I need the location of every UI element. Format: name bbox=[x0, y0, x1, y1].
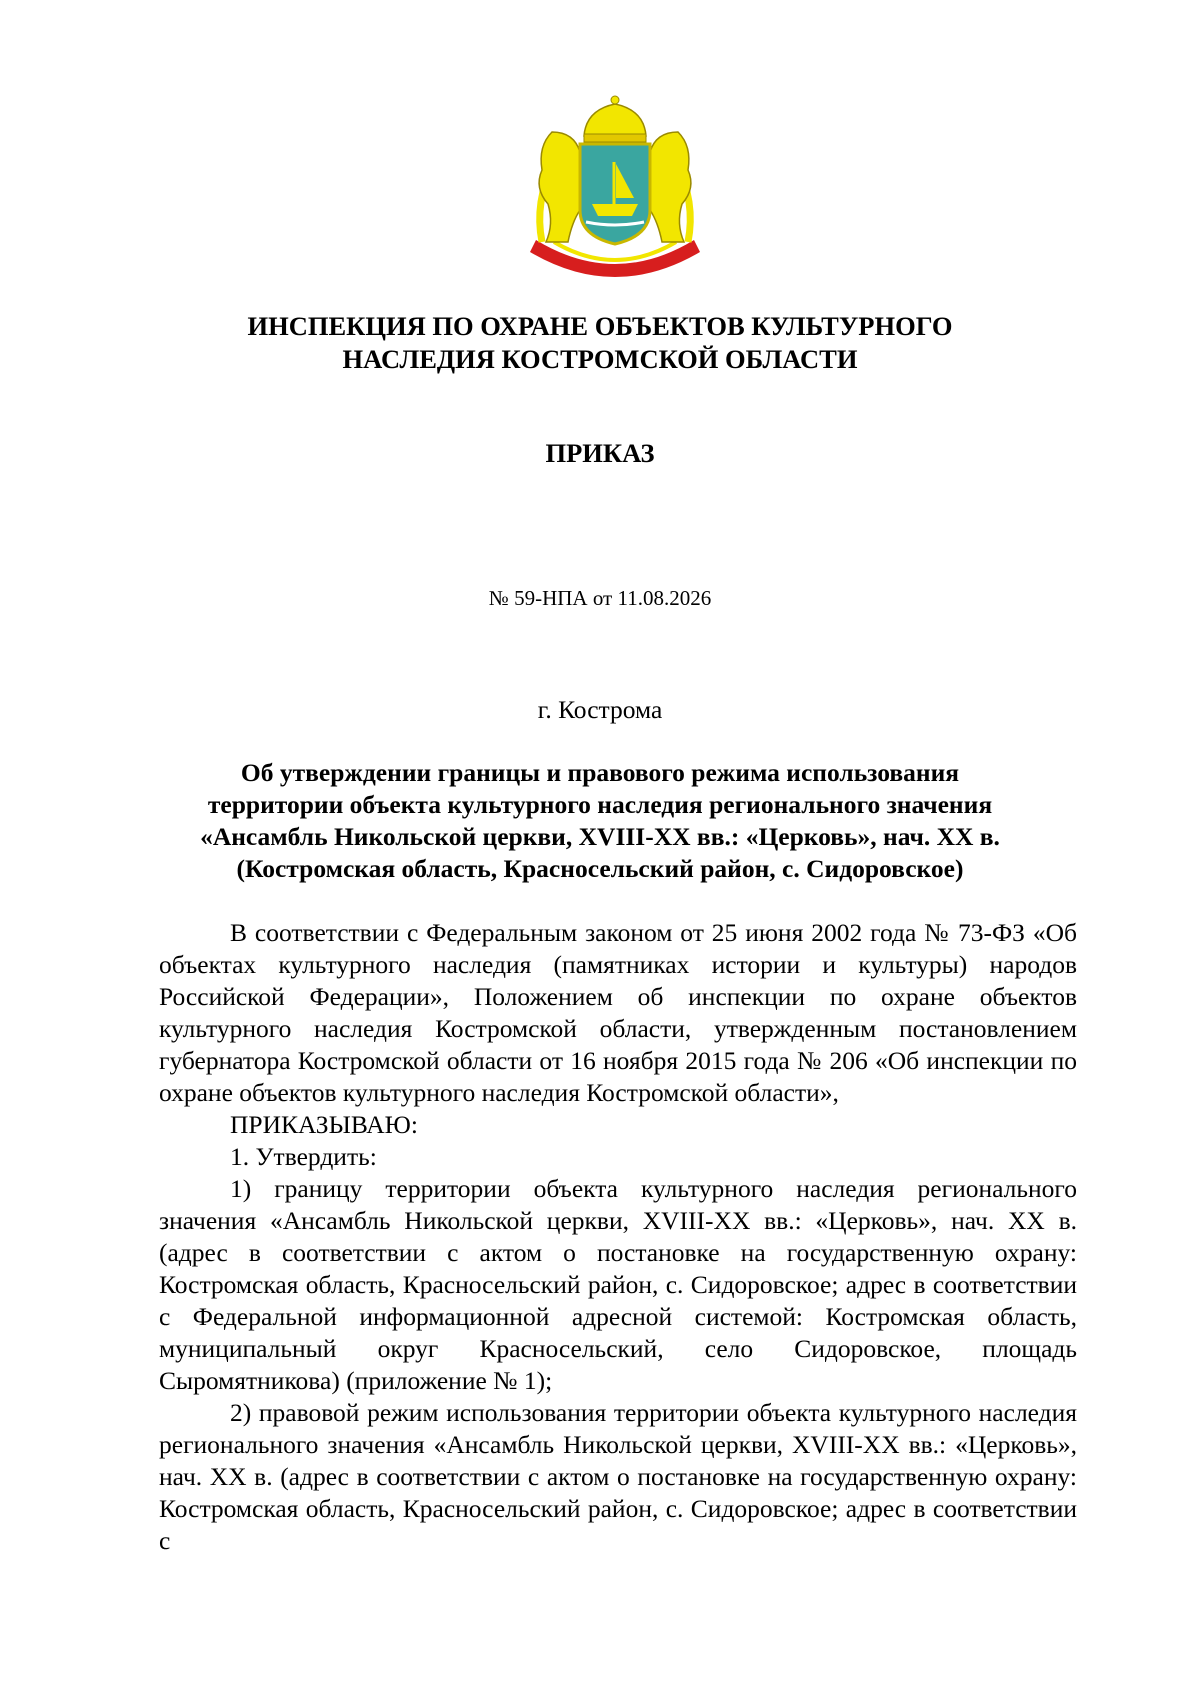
item-1: 1. Утвердить: bbox=[230, 1142, 377, 1171]
title-line-4: (Костромская область, Красносельский район, с. Сидоровское) bbox=[236, 854, 964, 883]
title-line-1: Об утверждении границы и правового режима использования bbox=[240, 758, 960, 787]
document-title bbox=[0, 757, 1200, 885]
org-line-2: НАСЛЕДИЯ КОСТРОМСКОЙ ОБЛАСТИ bbox=[342, 344, 858, 374]
coat-of-arms-icon bbox=[524, 92, 706, 292]
preamble-paragraph: В соответствии с Федеральным законом от 25 июня 2002 года № 73-ФЗ «Об объектах культурного наследия (памятниках истории и культуры) народов Российской Федерации», Положением об инспекции по охране объектов культурного наследия Костромской области, утвержденным постановлением губернатора Костромской области от 16 ноября 2015 года № 206 «Об инспекции по охране объектов культурного наследия Костромской области», bbox=[159, 918, 1077, 1107]
organization-name bbox=[0, 310, 1200, 376]
title-line-3: «Ансамбль Никольской церкви, XVIII-XX вв.: «Церковь», нач. XX в. bbox=[200, 822, 1000, 851]
document-city: г. Кострома bbox=[537, 695, 663, 724]
document-body bbox=[159, 917, 1077, 1557]
item-1-1: 1) границу территории объекта культурного наследия регионального значения «Ансамбль Никольской церкви, XVIII-XX вв.: «Церковь», нач. XX в. (адрес в соответствии с актом о постановке на государственную охрану: Костромская область, Красносельский район, с. Сидоровское; адрес в соответствии с Федеральной информационной адресной системой: Костромская область, муниципальный округ Красносельский, село Сидоровское, площадь Сыромятникова) (приложение № 1); bbox=[159, 1174, 1077, 1395]
title-line-2: территории объекта культурного наследия регионального значения bbox=[207, 790, 993, 819]
order-word: ПРИКАЗЫВАЮ: bbox=[230, 1110, 418, 1139]
item-1-2: 2) правовой режим использования территории объекта культурного наследия регионального значения «Ансамбль Никольской церкви, XVIII-XX вв.: «Церковь», нач. XX в. (адрес в соответствии с актом о постановке на государственную охрану: Костромская область, Красносельский район, с. Сидоровское; адрес в соответствии с bbox=[159, 1398, 1077, 1555]
document-number: № 59-НПА от 11.08.2026 bbox=[488, 586, 712, 610]
org-line-1: ИНСПЕКЦИЯ ПО ОХРАНЕ ОБЪЕКТОВ КУЛЬТУРНОГО bbox=[247, 311, 953, 341]
document-type: ПРИКАЗ bbox=[545, 438, 655, 468]
